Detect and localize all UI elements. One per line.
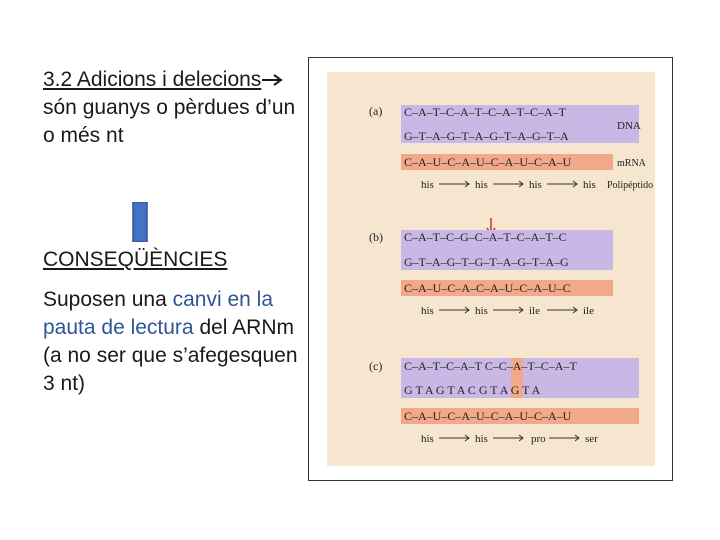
label-a: (a) [369,104,383,118]
mrna-label: mRNA [617,158,646,169]
dna-bottom-a: G–T–A–G–T–A–G–T–A–G–T–A [404,129,569,143]
aa-b-3: ile [529,305,540,317]
heading-rest: són guanys o pèrdues d’un o més nt [43,96,296,147]
polypeptide-label: Polipéptido [607,180,654,191]
aa-b-4: ile [583,305,594,317]
arrow-icon [547,181,577,187]
arrow-icon [547,307,577,313]
mrna-c: C–A–U–C–A–U–C–A–U–C–A–U [404,409,572,423]
mrna-b: C–A–U–C–A–C–A–U–C–A–U–C [404,281,571,295]
arrow-icon [439,181,469,187]
aa-c-4: ser [585,433,598,445]
consequences-title: CONSEQÜÈNCIES [43,248,228,271]
aa-a-2: his [475,179,488,191]
aa-a-4: his [583,179,596,191]
dna-top-a: C–A–T–C–A–T–C–A–T–C–A–T [404,105,566,119]
arrow-icon [439,435,469,441]
arrow-icon [493,435,523,441]
label-b: (b) [369,230,383,244]
consequences-text [43,286,308,398]
aa-b-2: his [475,305,488,317]
aa-c-1: his [421,433,434,445]
heading-underlined: 3.2 Adicions i delecions [43,68,262,91]
dna-bottom-b: G–T–A–G–T–G–T–A–G–T–A–G [404,255,569,269]
label-c: (c) [369,359,383,373]
mutation-figure [308,57,673,481]
down-arrow-icon [129,202,151,242]
aa-b-1: his [421,305,434,317]
arrow-icon [549,435,579,441]
right-arrow-icon [261,73,283,87]
aa-a-3: his [529,179,542,191]
aa-c-2: his [475,433,488,445]
arrow-icon [439,307,469,313]
figure-svg [309,58,672,480]
text-highlight: canvi en la pauta de lectura [43,288,274,339]
aa-c-3: pro [531,433,546,445]
arrow-icon [493,181,523,187]
heading [43,66,305,150]
text-part: del ARNm (a no ser que s’afegesquen 3 nt) [43,316,298,395]
dna-label: DNA [617,120,641,132]
dna-bottom-c: G T A G T A C G T A G T A [404,383,541,397]
dna-top-b: C–A–T–C–G–C–A–T–C–A–T–C [404,230,567,244]
arrow-icon [493,307,523,313]
mrna-a: C–A–U–C–A–U–C–A–U–C–A–U [404,155,572,169]
dna-top-c: C–A–T–C–A–T C–C–A–T–C–A–T [404,359,577,373]
aa-a-1: his [421,179,434,191]
text-part: Suposen una [43,288,173,311]
